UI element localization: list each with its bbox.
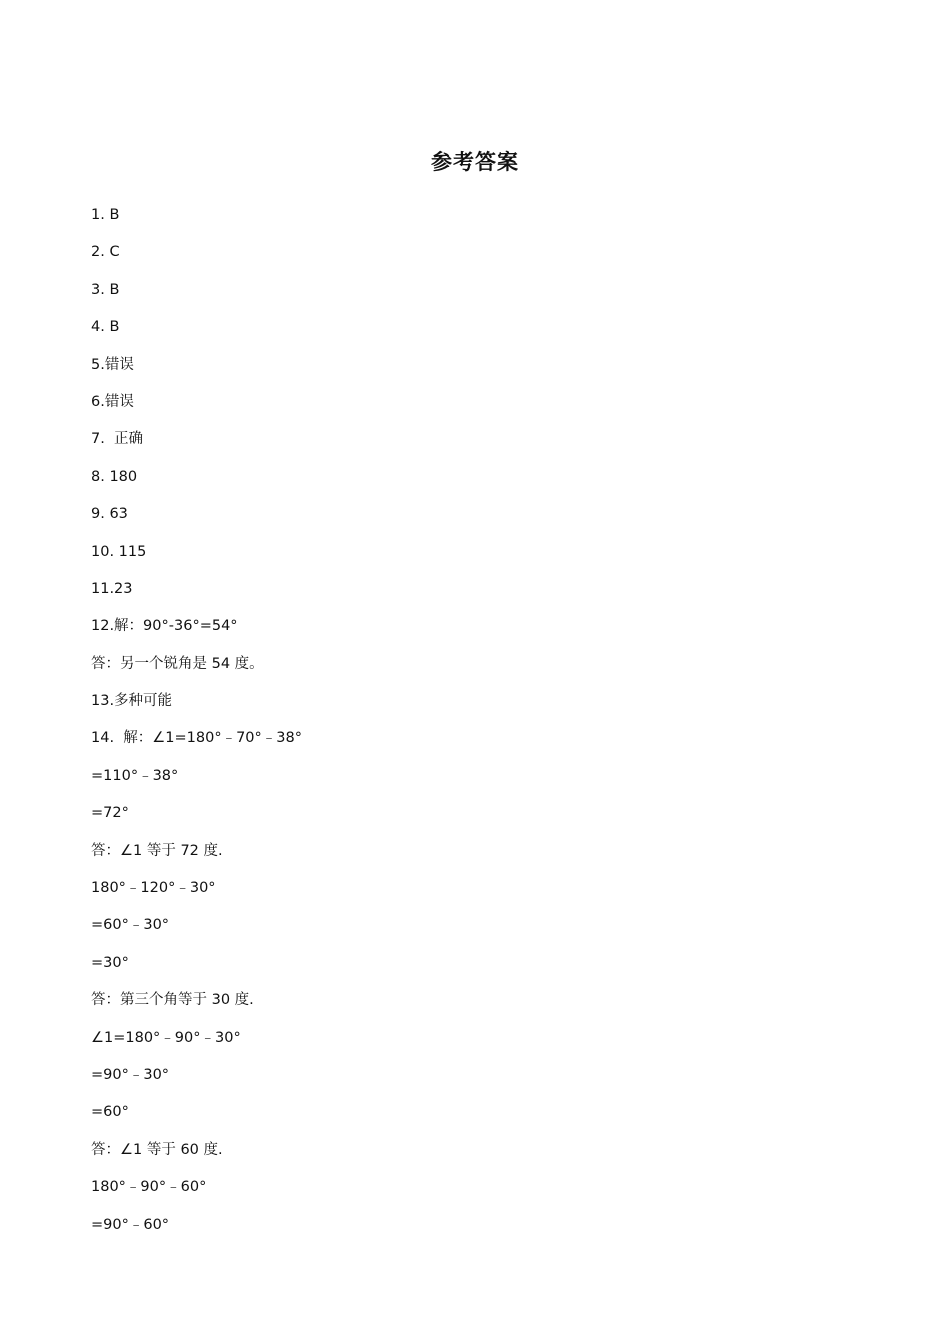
- answer-line-11: 11.23: [91, 580, 133, 597]
- answer-line-1: 1. B: [91, 207, 120, 223]
- answer-line-12: 12.解：90°-36°=54°: [91, 618, 238, 635]
- answer-line-13: 13.多种可能: [91, 693, 173, 710]
- answer-line-10: 10. 115: [91, 543, 147, 560]
- solution-step: =110°﹣38°: [91, 767, 179, 784]
- answer-line-7: 7. 正确: [91, 431, 144, 448]
- answer-line-12-conclusion: 答：另一个锐角是 54 度。: [91, 655, 264, 672]
- solution-step: 180°﹣90°﹣60°: [91, 1179, 207, 1196]
- answer-line-6: 6.错误: [91, 393, 134, 410]
- answer-line-2: 2. C: [91, 244, 120, 261]
- answer-line-3: 3. B: [91, 281, 120, 298]
- solution-conclusion: 答：第三个角等于 30 度.: [91, 992, 254, 1009]
- solution-step: ∠1=180°﹣90°﹣30°: [91, 1029, 241, 1046]
- answer-line-9: 9. 63: [91, 506, 128, 523]
- solution-step: =90°﹣60°: [91, 1216, 170, 1233]
- solution-conclusion: 答：∠1 等于 60 度.: [91, 1141, 223, 1158]
- solution-step: =90°﹣30°: [91, 1066, 170, 1083]
- solution-step: =72°: [91, 805, 129, 822]
- answer-line-14: 14. 解：∠1=180°﹣70°﹣38°: [91, 730, 302, 747]
- answer-line-8: 8. 180: [91, 468, 138, 485]
- answer-line-5: 5.错误: [91, 356, 134, 373]
- solution-conclusion: 答：∠1 等于 72 度.: [91, 842, 223, 859]
- solution-step: =60°: [91, 1104, 129, 1121]
- solution-step: =60°﹣30°: [91, 917, 170, 934]
- answer-line-4: 4. B: [91, 319, 120, 336]
- solution-step: =30°: [91, 954, 129, 971]
- solution-step: 180°﹣120°﹣30°: [91, 880, 216, 897]
- answer-list: [91, 204, 302, 1251]
- page-title: 参考答案: [431, 150, 519, 174]
